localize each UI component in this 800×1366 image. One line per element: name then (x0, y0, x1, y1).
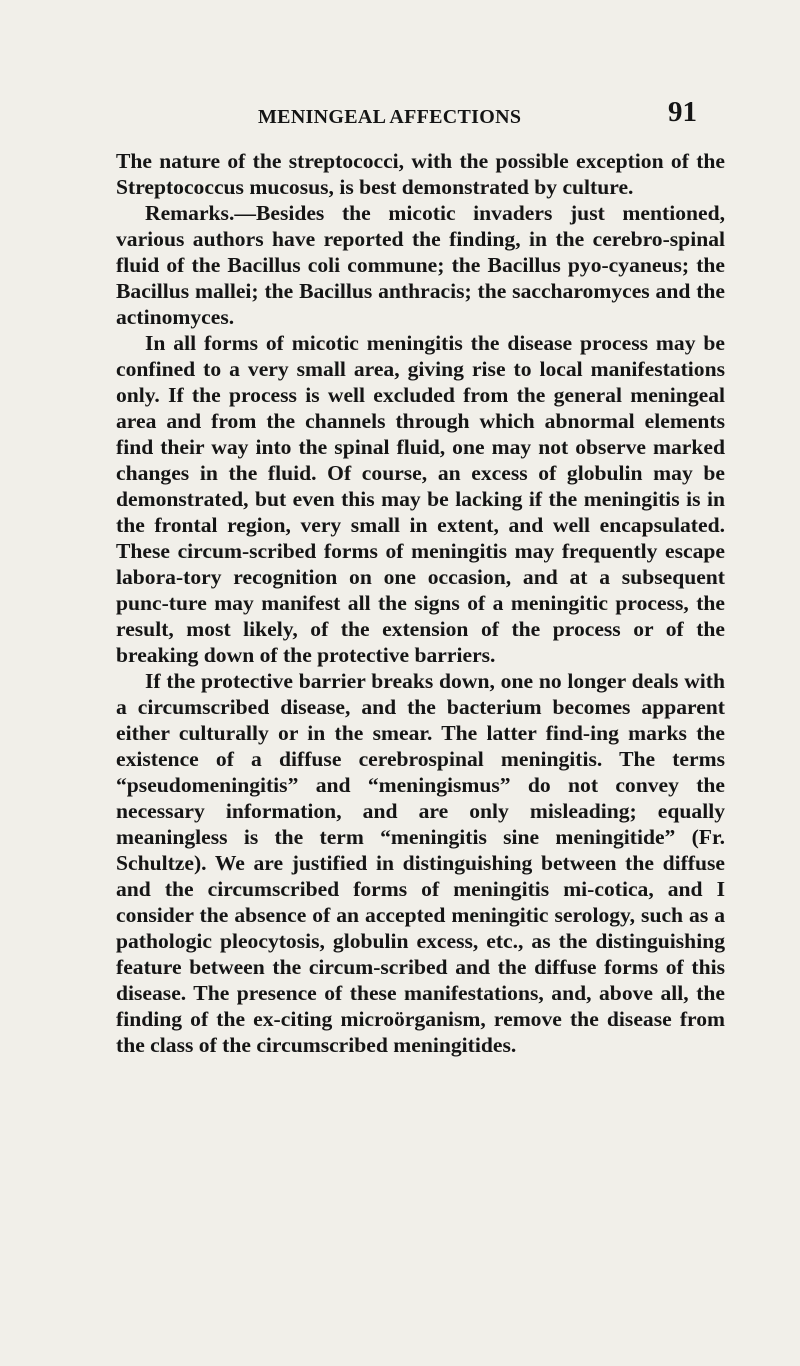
remarks-heading: Remarks. (145, 201, 235, 225)
page-header (0, 96, 800, 136)
running-head: MENINGEAL AFFECTIONS (258, 106, 522, 128)
paragraph-remarks (116, 200, 725, 330)
body-text (116, 148, 725, 1058)
paragraph-text: —Besides the micotic invaders just mentioned, various authors have reported the finding, in the cerebro-spinal fluid of the Bacillus coli commune; the Bacillus pyo-cyaneus; the Bacillus mallei; the Bacillus anthracis; the saccharomyces and the actinomyces. (116, 201, 725, 329)
page-number: 91 (668, 96, 697, 128)
paragraph: The nature of the streptococci, with the possible exception of the Streptococcus mucosus, is best demonstrated by culture. (116, 149, 725, 199)
paragraph: In all forms of micotic meningitis the disease process may be confined to a very small area, giving rise to local manifestations only. If the process is well excluded from the general meningeal area and from the channels through which abnormal elements find their way into the spinal fluid, one may not observe marked changes in the fluid. Of course, an excess of globulin may be demonstrated, but even this may be lacking if the meningitis is in the frontal region, very small in extent, and well encapsulated. These circum-scribed forms of meningitis may frequently escape labora-tory recognition on one occasion, and at a subsequent punc-ture may manifest all the signs of a meningitic process, the result, most likely, of the extension of the process or of the breaking down of the protective barriers. (116, 331, 725, 667)
paragraph: If the protective barrier breaks down, one no longer deals with a circumscribed disease, and the bacterium becomes apparent either culturally or in the smear. The latter find-ing marks the existence of a diffuse cerebrospinal meningitis. The terms “pseudomeningitis” and “meningismus” do not convey the necessary information, and are only misleading; equally meaningless is the term “meningitis sine meningitide” (Fr. Schultze). We are justified in distinguishing between the diffuse and the circumscribed forms of meningitis mi-cotica, and I consider the absence of an accepted meningitic serology, such as a pathologic pleocytosis, globulin excess, etc., as the distinguishing feature between the circum-scribed and the diffuse forms of this disease. The presence of these manifestations, and, above all, the finding of the ex-citing microörganism, remove the disease from the class of the circumscribed meningitides. (116, 669, 725, 1057)
